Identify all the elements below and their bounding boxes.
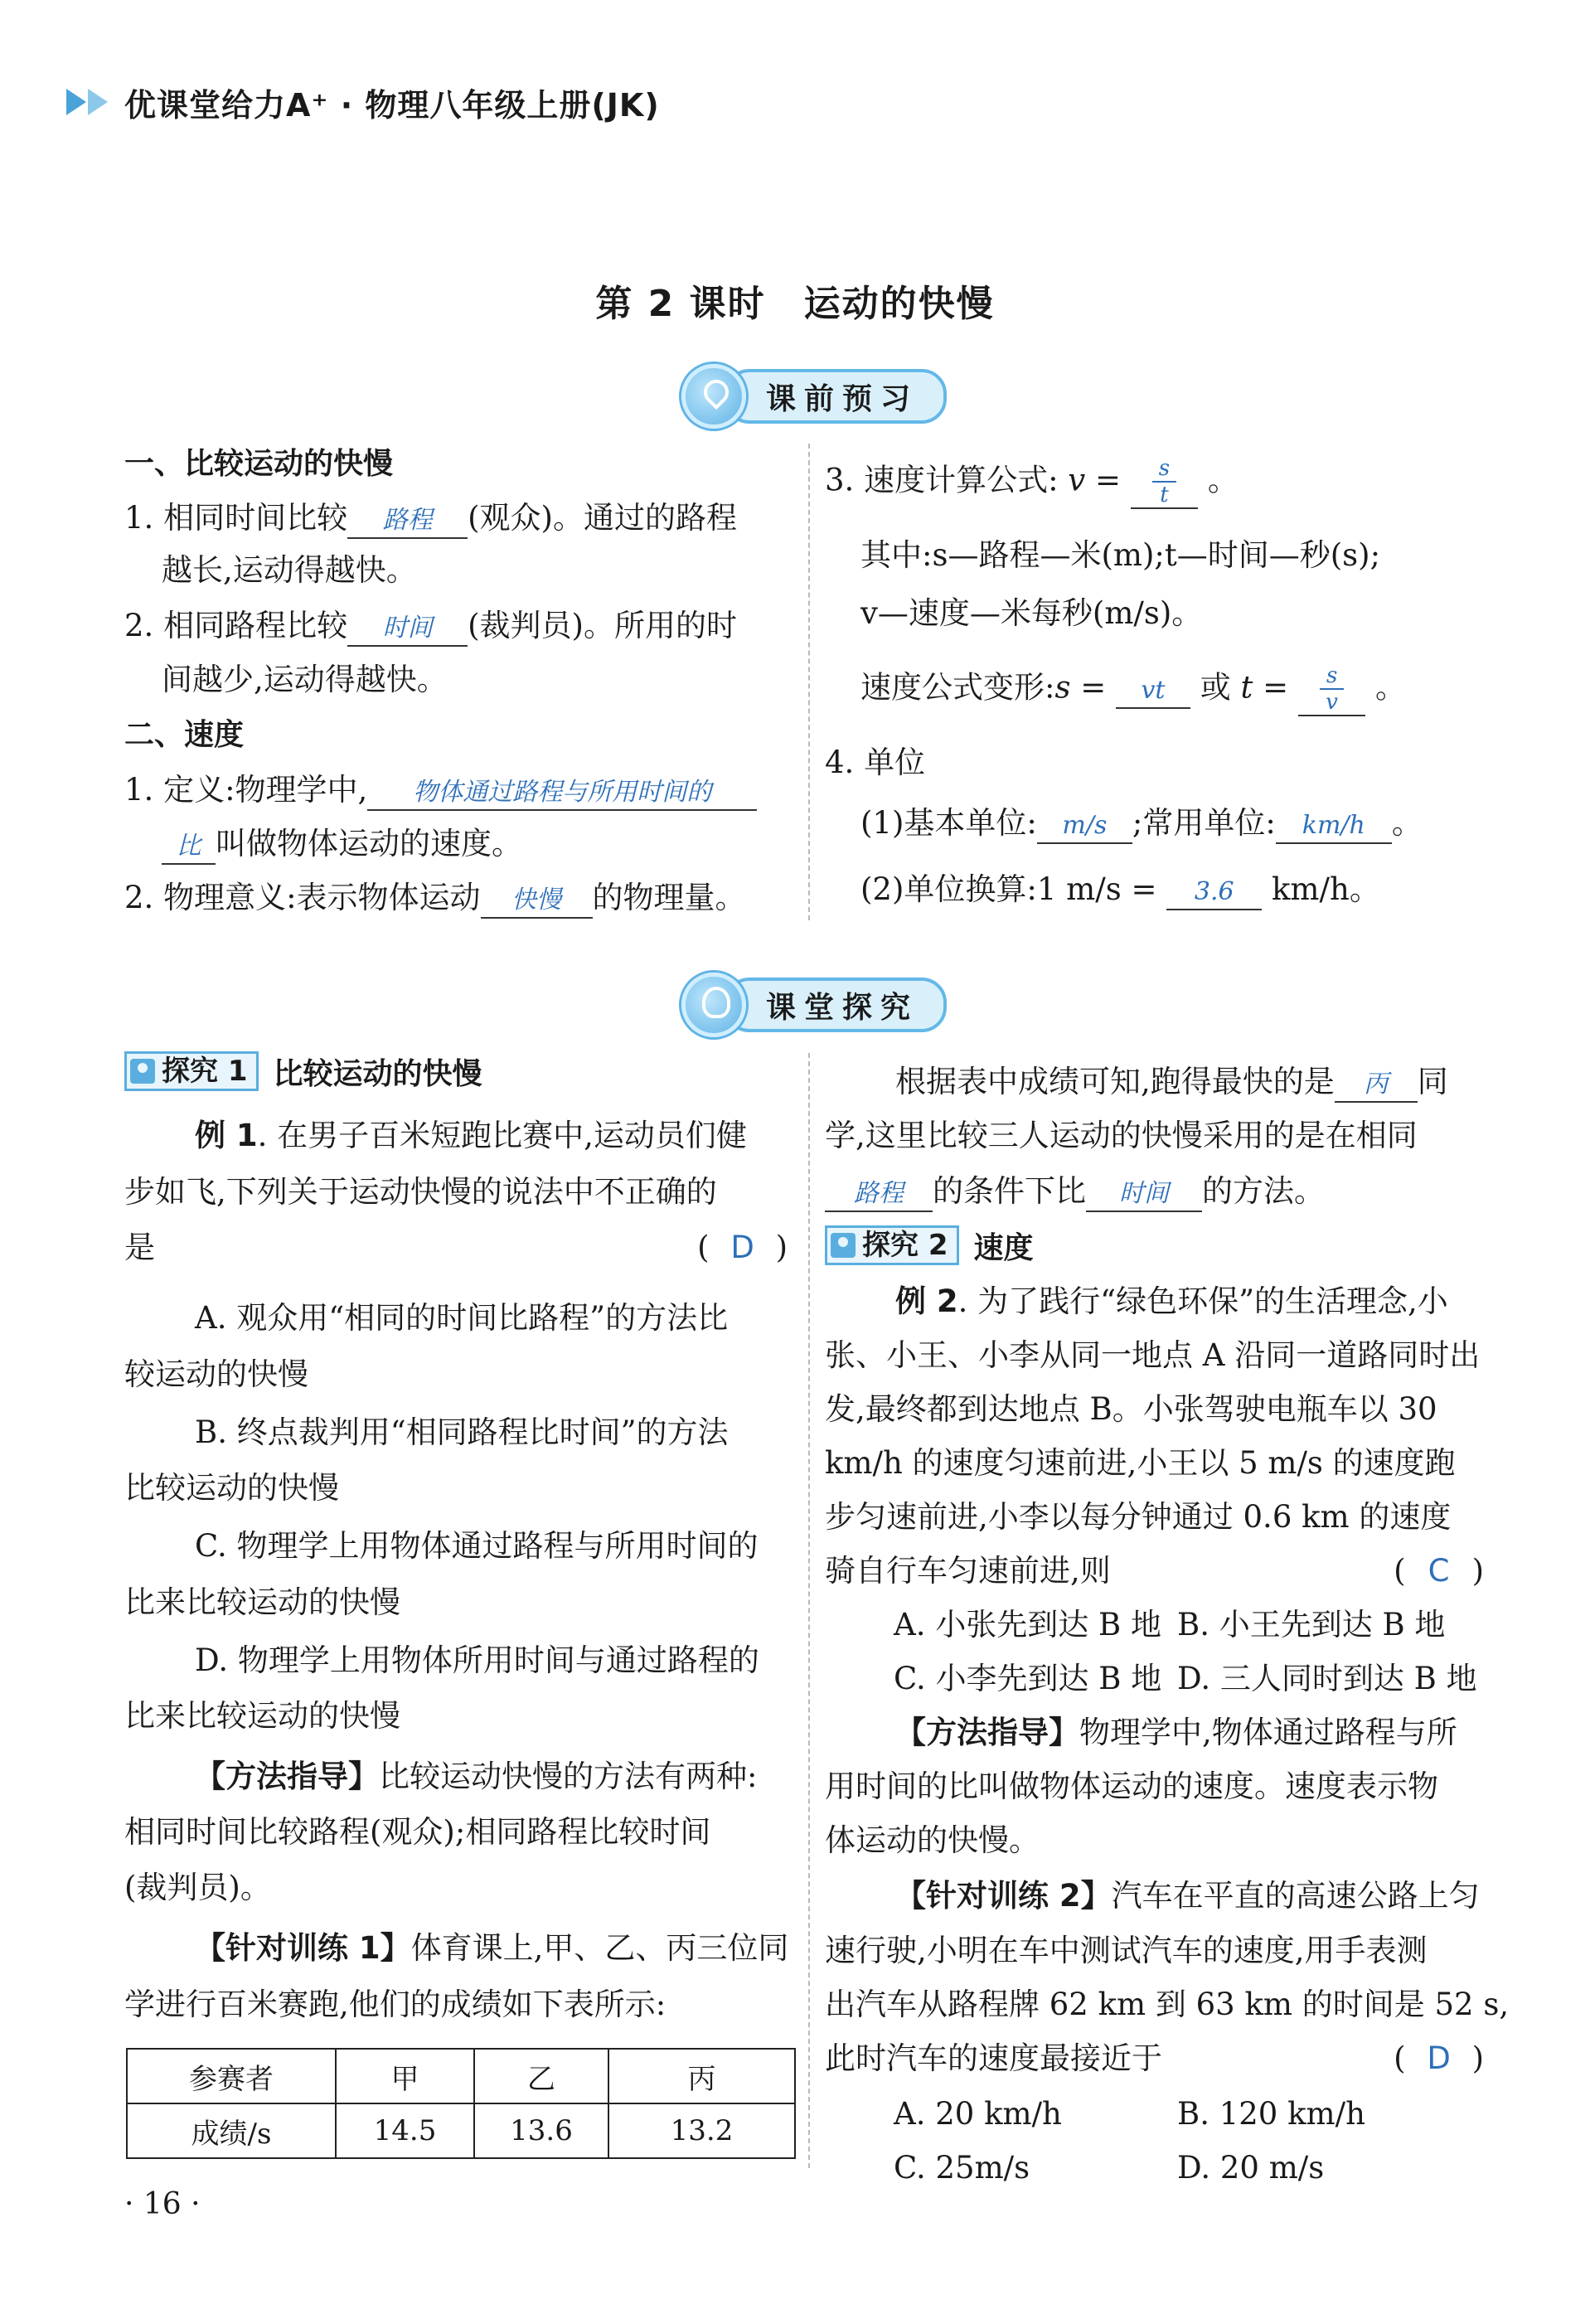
table-cell: 13.6: [474, 2103, 608, 2158]
definition-line: 1. 定义:物理学中, 物体通过路程与所用时间的: [124, 769, 757, 811]
example2-line3: 发,最终都到达地点 B。小张驾驶电瓶车以 30: [825, 1391, 1437, 1427]
table-header-row: [127, 2049, 795, 2103]
where-line2: v—速度—米每秒(m/s)。: [860, 595, 1203, 631]
answer-blank: vt: [1116, 674, 1190, 709]
option-a-line1: A. 观众用“相同的时间比路程”的方法比: [195, 1300, 729, 1336]
item1-line2: 越长,运动得越快。: [162, 552, 417, 588]
column-divider: [808, 1053, 810, 2168]
table-header-cell: 丙: [608, 2049, 795, 2103]
explore1-tag: 探究 1: [124, 1051, 259, 1091]
training2-line2: 速行驶,小明在车中测试汽车的速度,用手表测: [825, 1933, 1428, 1968]
training1-line1: 【针对训练 1】体育课上,甲、乙、丙三位同: [195, 1930, 789, 1966]
option-d-line2: 比来比较运动的快慢: [124, 1698, 400, 1734]
person-icon: [831, 1233, 856, 1258]
example2-line1: 例 2. 为了践行“绿色环保”的生活理念,小: [895, 1283, 1448, 1319]
page-header: [66, 73, 660, 131]
result-line2: 学,这里比较三人运动的快慢采用的是在相同: [825, 1118, 1418, 1153]
method2-line3: 体运动的快慢。: [825, 1822, 1040, 1858]
training2-option-b: B. 120 km/h: [1177, 2096, 1365, 2132]
transform-line: 速度公式变形:s = vt 或 t = $\frac{s}{v}$ 。: [860, 663, 1407, 715]
item2-line2: 间越少,运动得越快。: [162, 662, 448, 697]
banner-preview: [681, 363, 947, 429]
banner-explore-label: 课堂探究: [725, 978, 947, 1032]
method1-line1: 【方法指导】比较运动快慢的方法有两种:: [195, 1759, 758, 1794]
answer-blank: 路程: [347, 504, 468, 539]
example2-option-c: C. 小李先到达 B 地: [894, 1661, 1162, 1696]
meaning-line: 2. 物理意义:表示物体运动 快慢 的物理量。: [124, 877, 746, 919]
formula-line: 3. 速度计算公式: v = $\frac{s}{t}$ 。: [825, 456, 1239, 507]
person-icon: [130, 1059, 155, 1084]
answer-blank: m/s: [1037, 809, 1132, 844]
formula-blank: $\frac{s}{t}$: [1131, 456, 1198, 509]
example1-line1: 例 1. 在男子百米短跑比赛中,运动员们健: [195, 1118, 747, 1153]
answer-blank: 丙: [1335, 1068, 1418, 1103]
example2-option-a: A. 小张先到达 B 地: [894, 1607, 1161, 1642]
location-pin-icon: [681, 364, 746, 429]
lesson-title: 第 2 课时 运动的快慢: [595, 283, 995, 325]
unit-basic-line: (1)基本单位: m/s ;常用单位: km/h 。: [860, 803, 1423, 844]
table-cell: 13.2: [608, 2103, 795, 2158]
method2-line2: 用时间的比叫做物体运动的速度。速度表示物: [825, 1768, 1438, 1804]
unit-heading: 4. 单位: [825, 745, 926, 780]
training2-option-d: D. 20 m/s: [1177, 2150, 1325, 2186]
method1-line2: 相同时间比较路程(观众);相同路程比较时间: [124, 1814, 711, 1850]
table-header-cell: 甲: [336, 2049, 474, 2103]
option-c-line2: 比来比较运动的快慢: [124, 1584, 400, 1620]
method2-line1: 【方法指导】物理学中,物体通过路程与所: [895, 1715, 1457, 1750]
page-number: · 16 ·: [124, 2187, 201, 2221]
answer-blank: 时间: [1086, 1177, 1202, 1212]
table-cell: 成绩/s: [127, 2103, 336, 2158]
explore2-heading: 探究 2 速度: [825, 1225, 1034, 1269]
example2-option-b: B. 小王先到达 B 地: [1177, 1607, 1446, 1642]
results-table: [126, 2048, 796, 2159]
answer-blank: 比: [162, 830, 216, 865]
answer-blank: 时间: [347, 612, 468, 647]
definition-line2: 比 叫做物体运动的速度。: [162, 823, 522, 865]
where-line1: 其中:s—路程—米(m);t—时间—秒(s);: [860, 537, 1381, 573]
table-cell: 14.5: [336, 2103, 474, 2158]
section-speed-heading: 二、速度: [124, 718, 245, 752]
item1-line: 1. 相同时间比较 路程 (观众)。通过的路程: [124, 497, 737, 539]
example1-line2: 步如飞,下列关于运动快慢的说法中不正确的: [124, 1174, 717, 1210]
example2-option-d: D. 三人同时到达 B 地: [1177, 1661, 1477, 1696]
answer-blank: 物体通过路程与所用时间的: [367, 776, 757, 811]
option-b-line1: B. 终点裁判用“相同路程比时间”的方法: [195, 1414, 729, 1450]
option-b-line2: 比较运动的快慢: [124, 1470, 339, 1506]
example1-line3: 是 ( D ): [124, 1227, 788, 1269]
option-d-line1: D. 物理学上用物体所用时间与通过路程的: [195, 1642, 759, 1678]
example2-line5: 步匀速前进,小李以每分钟通过 0.6 km 的速度: [825, 1499, 1452, 1535]
answer-blank: 3.6: [1166, 876, 1262, 910]
example2-line6: 骑自行车匀速前进,则 ( C ): [825, 1550, 1484, 1592]
answer-blank: D: [1427, 2040, 1451, 2076]
header-text: 优课堂给力A⁺ · 物理八年级上册(JK): [124, 86, 660, 124]
training2-option-c: C. 25m/s: [894, 2150, 1030, 2186]
table-header-cell: 参赛者: [127, 2049, 336, 2103]
result-line3: 路程 的条件下比 时间 的方法。: [825, 1171, 1325, 1212]
table-row: [127, 2103, 795, 2158]
header-arrows-icon: [66, 89, 108, 115]
unit-convert-line: (2)单位换算:1 m/s = 3.6 km/h。: [860, 869, 1380, 910]
answer-blank: km/h: [1276, 809, 1392, 844]
training2-line1: 【针对训练 2】汽车在平直的高速公路上匀: [895, 1878, 1480, 1914]
banner-explore: [681, 972, 947, 1038]
training2-line4: 此时汽车的速度最接近于 ( D ): [825, 2038, 1484, 2079]
table-header-cell: 乙: [474, 2049, 608, 2103]
column-divider: [808, 444, 810, 920]
lightbulb-icon: [681, 973, 746, 1037]
explore2-tag: 探究 2: [825, 1225, 959, 1265]
method1-line3: (裁判员)。: [124, 1870, 271, 1905]
section-compare-heading: 一、比较运动的快慢: [124, 447, 394, 481]
explore1-heading: 探究 1 比较运动的快慢: [124, 1051, 482, 1095]
option-a-line2: 较运动的快慢: [124, 1356, 308, 1392]
formula-blank: $\frac{s}{v}$: [1298, 663, 1365, 716]
training2-option-a: A. 20 km/h: [894, 2096, 1062, 2132]
training1-line2: 学进行百米赛跑,他们的成绩如下表所示:: [124, 1987, 667, 2022]
item2-line: 2. 相同路程比较 时间 (裁判员)。所用的时: [124, 605, 737, 647]
option-c-line1: C. 物理学上用物体通过路程与所用时间的: [195, 1528, 759, 1564]
answer-blank: C: [1428, 1553, 1450, 1589]
training2-line3: 出汽车从路程牌 62 km 到 63 km 的时间是 52 s,: [825, 1987, 1510, 2022]
answer-blank: 路程: [825, 1177, 933, 1212]
answer-blank: D: [730, 1230, 754, 1265]
banner-preview-label: 课前预习: [725, 369, 947, 424]
result-line1: 根据表中成绩可知,跑得最快的是 丙 同: [895, 1061, 1448, 1103]
answer-blank: 快慢: [481, 884, 593, 919]
example2-line4: km/h 的速度匀速前进,小王以 5 m/s 的速度跑: [825, 1445, 1456, 1481]
example2-line2: 张、小王、小李从同一地点 A 沿同一道路同时出: [825, 1337, 1481, 1373]
